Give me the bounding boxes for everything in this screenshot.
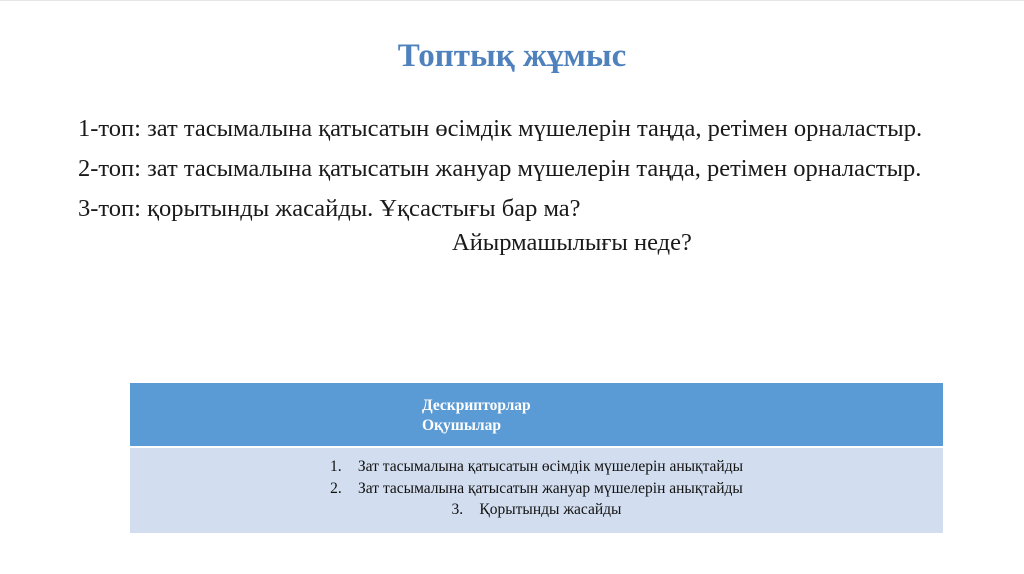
descriptor-item <box>130 456 943 478</box>
descriptor-item <box>130 499 943 521</box>
descriptor-number: 1. <box>329 458 342 475</box>
descriptor-item <box>130 478 943 500</box>
slide-top-border <box>0 0 1024 1</box>
table-body <box>130 446 943 533</box>
descriptor-number: 3. <box>451 501 464 518</box>
table-header <box>130 383 943 446</box>
descriptor-text: Зат тасымалына қатысатын өсімдік мүшелерін анықтайды <box>357 458 744 475</box>
descriptor-number: 2. <box>330 479 342 497</box>
group-3-task: 3-топ: қорытынды жасайды. Ұқсастығы бар ма? <box>78 195 581 222</box>
slide-title: Топтық жұмыс <box>397 38 627 74</box>
descriptors-table <box>130 383 943 533</box>
group-2-task: 2-топ: зат тасымалына қатысатын жануар мүшелерін таңда, ретімен орналастыр. <box>78 155 922 182</box>
table-header-students: Оқушылар <box>422 417 501 434</box>
group-1-task: 1-топ: зат тасымалына қатысатын өсімдік мүшелерін таңда, ретімен орналастыр. <box>78 115 923 142</box>
slide-body <box>78 114 958 258</box>
table-header-descriptors: Дескрипторлар <box>422 397 531 414</box>
descriptor-text: Зат тасымалына қатысатын жануар мүшелерін анықтайды <box>358 479 743 497</box>
group-3-question: Айырмашылығы неде? <box>452 229 692 256</box>
descriptor-text: Қорытынды жасайды <box>479 501 622 518</box>
